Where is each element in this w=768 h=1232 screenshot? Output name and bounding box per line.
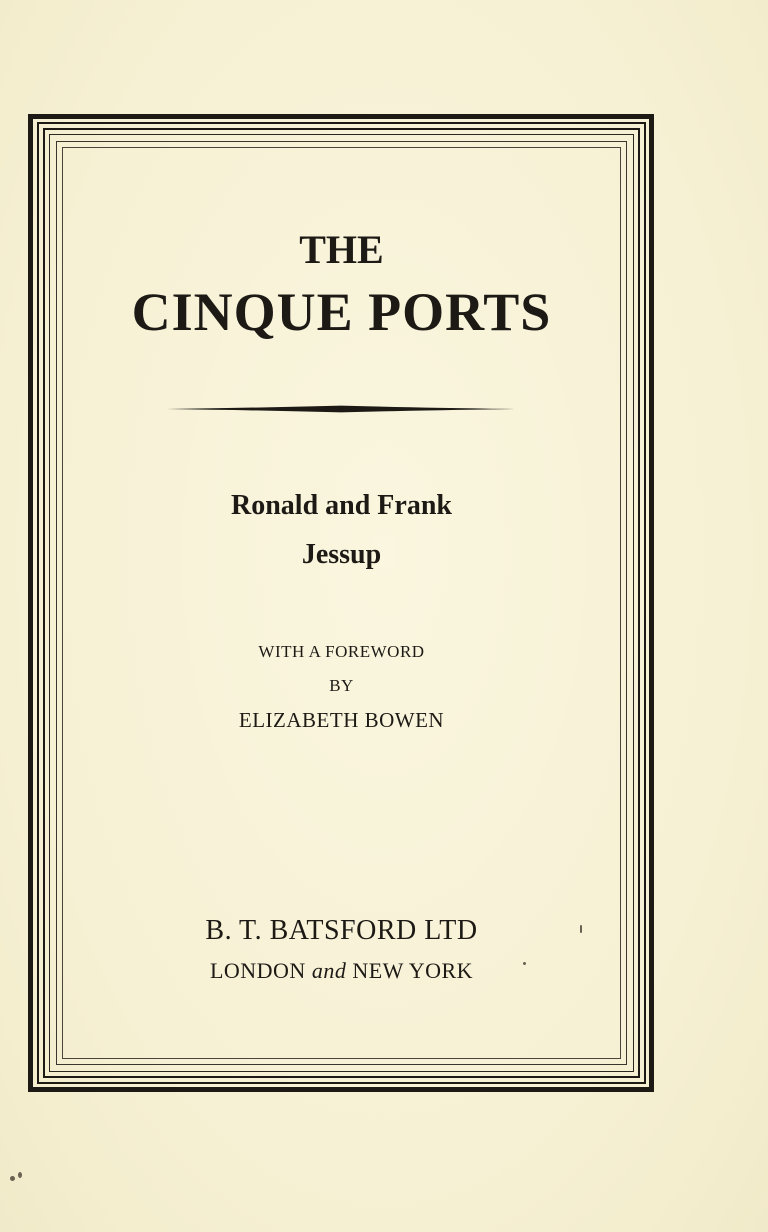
publisher-places	[62, 958, 621, 984]
publisher-conjunction: and	[311, 958, 347, 983]
decorative-swell-rule	[167, 405, 515, 413]
authors-line-2: Jessup	[301, 539, 382, 570]
publisher-name: B. T. BATSFORD LTD	[205, 915, 478, 946]
publisher-city-2: NEW YORK	[352, 958, 474, 983]
paper-speck	[580, 925, 582, 933]
foreword-line-2: BY	[329, 676, 354, 695]
title-line-2: CINQUE PORTS	[131, 282, 552, 342]
paper-speck	[523, 962, 526, 965]
paper-speck	[18, 1172, 22, 1178]
paper-speck	[10, 1176, 15, 1181]
authors-line-1: Ronald and Frank	[231, 490, 452, 521]
publisher-city-1: LONDON	[209, 958, 306, 983]
title-line-1: THE	[299, 227, 384, 272]
foreword-line-1: WITH A FOREWORD	[258, 642, 425, 661]
foreword-author: ELIZABETH BOWEN	[238, 708, 445, 732]
